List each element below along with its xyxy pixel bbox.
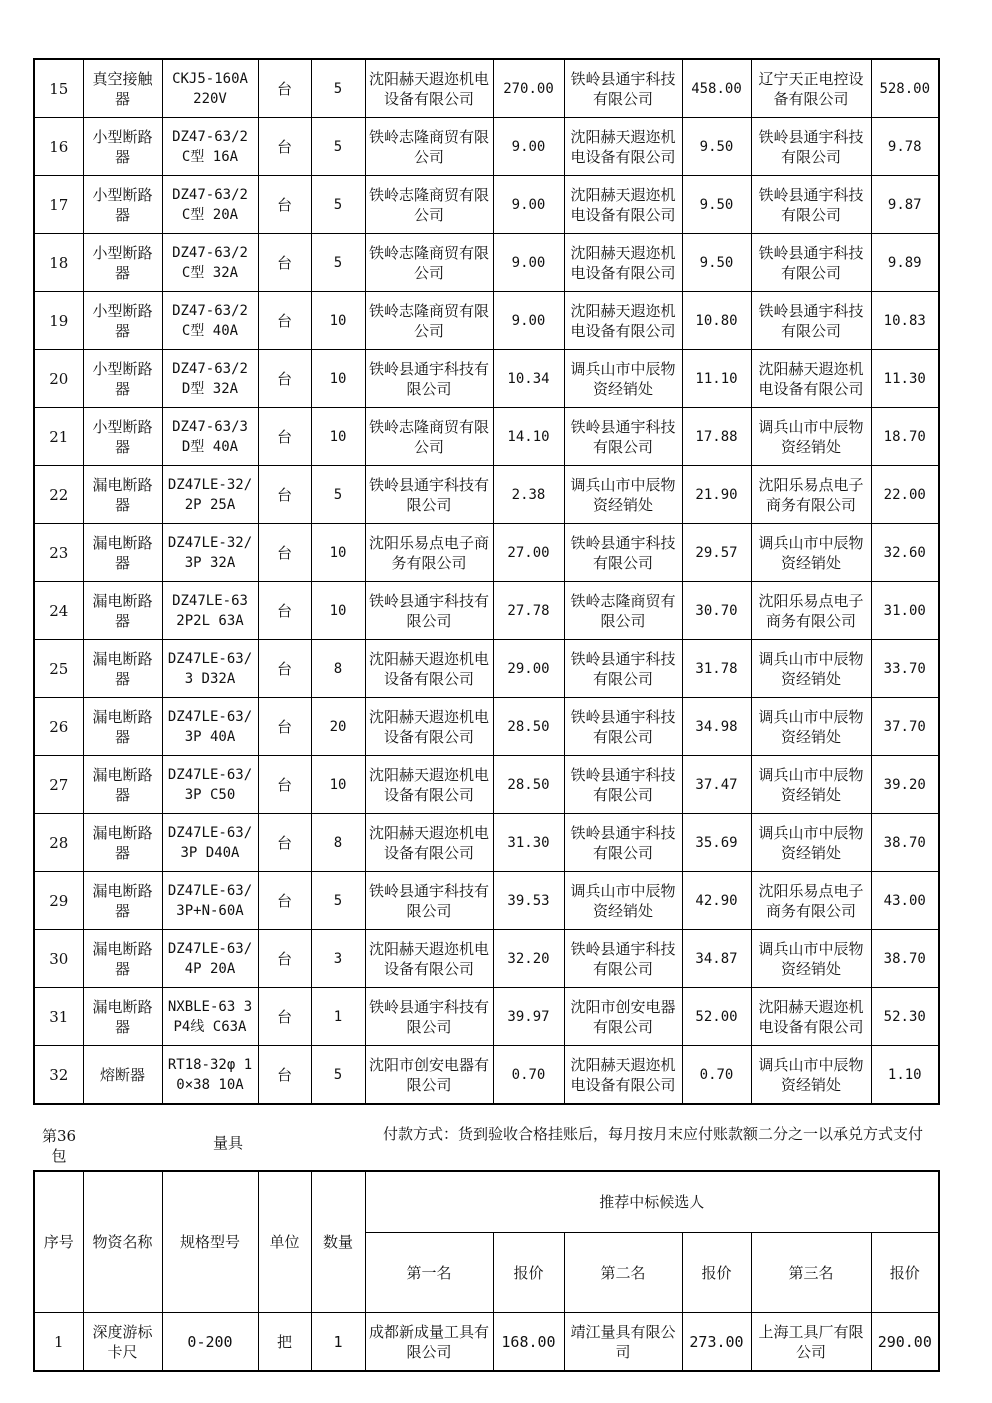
- item-qty: 5: [311, 466, 365, 524]
- third-price: 33.70: [871, 640, 939, 698]
- third-price: 9.87: [871, 176, 939, 234]
- table-body: [34, 1313, 939, 1372]
- table-row: [34, 1046, 939, 1105]
- third-price: 18.70: [871, 408, 939, 466]
- second-candidate: 铁岭县通宇科技有限公司: [564, 59, 682, 118]
- item-name: 漏电断路器: [83, 872, 162, 930]
- first-candidate: 铁岭县通宇科技有限公司: [365, 872, 493, 930]
- item-qty: 10: [311, 582, 365, 640]
- third-candidate: 调兵山市中辰物资经销处: [751, 756, 871, 814]
- first-candidate: 铁岭志隆商贸有限公司: [365, 234, 493, 292]
- item-qty: 3: [311, 930, 365, 988]
- third-candidate: 调兵山市中辰物资经销处: [751, 524, 871, 582]
- table-row: [34, 640, 939, 698]
- second-price: 0.70: [682, 1046, 751, 1105]
- item-name: 小型断路器: [83, 408, 162, 466]
- item-unit: 台: [258, 814, 311, 872]
- table-row: [34, 350, 939, 408]
- row-number: 26: [34, 698, 83, 756]
- table-row: [34, 756, 939, 814]
- second-price: 35.69: [682, 814, 751, 872]
- item-name: 小型断路器: [83, 234, 162, 292]
- third-candidate: 沈阳赫天遐迩机电设备有限公司: [751, 350, 871, 408]
- third-price: 43.00: [871, 872, 939, 930]
- item-name: 漏电断路器: [83, 988, 162, 1046]
- third-price: 32.60: [871, 524, 939, 582]
- first-price: 14.10: [493, 408, 564, 466]
- header-qty: 数量: [311, 1171, 365, 1313]
- first-candidate: 沈阳赫天遐迩机电设备有限公司: [365, 59, 493, 118]
- first-price: 28.50: [493, 756, 564, 814]
- table-row: [34, 930, 939, 988]
- item-spec: CKJ5-160A 220V: [162, 59, 258, 118]
- first-price: 39.53: [493, 872, 564, 930]
- item-name: 漏电断路器: [83, 466, 162, 524]
- header-no: 序号: [34, 1171, 83, 1313]
- item-unit: 台: [258, 988, 311, 1046]
- first-candidate: 沈阳赫天遐迩机电设备有限公司: [365, 640, 493, 698]
- second-price: 30.70: [682, 582, 751, 640]
- item-unit: 台: [258, 872, 311, 930]
- third-candidate: 上海工具厂有限公司: [751, 1313, 871, 1372]
- first-candidate: 沈阳赫天遐迩机电设备有限公司: [365, 814, 493, 872]
- row-number: 23: [34, 524, 83, 582]
- first-price: 9.00: [493, 292, 564, 350]
- item-qty: 5: [311, 872, 365, 930]
- header-name: 物资名称: [83, 1171, 162, 1313]
- row-number: 25: [34, 640, 83, 698]
- third-candidate: 调兵山市中辰物资经销处: [751, 408, 871, 466]
- item-unit: 台: [258, 756, 311, 814]
- third-price: 1.10: [871, 1046, 939, 1105]
- item-qty: 10: [311, 408, 365, 466]
- second-price: 10.80: [682, 292, 751, 350]
- third-price: 9.78: [871, 118, 939, 176]
- first-price: 10.34: [493, 350, 564, 408]
- item-unit: 台: [258, 1046, 311, 1105]
- third-candidate: 沈阳赫天遐迩机电设备有限公司: [751, 988, 871, 1046]
- third-price: 9.89: [871, 234, 939, 292]
- item-qty: 1: [311, 988, 365, 1046]
- item-spec: DZ47-63/2 C型 40A: [162, 292, 258, 350]
- third-candidate: 调兵山市中辰物资经销处: [751, 930, 871, 988]
- item-qty: 5: [311, 1046, 365, 1105]
- item-unit: 台: [258, 234, 311, 292]
- item-spec: DZ47-63/2 D型 32A: [162, 350, 258, 408]
- first-candidate: 铁岭志隆商贸有限公司: [365, 292, 493, 350]
- second-candidate: 铁岭县通宇科技有限公司: [564, 524, 682, 582]
- second-candidate: 铁岭县通宇科技有限公司: [564, 756, 682, 814]
- row-number: 31: [34, 988, 83, 1046]
- second-candidate: 沈阳赫天遐迩机电设备有限公司: [564, 292, 682, 350]
- table-row: [34, 814, 939, 872]
- second-candidate: 调兵山市中辰物资经销处: [564, 872, 682, 930]
- table-row: [34, 872, 939, 930]
- third-candidate: 沈阳乐易点电子商务有限公司: [751, 872, 871, 930]
- third-price: 290.00: [871, 1313, 939, 1372]
- item-spec: RT18-32φ 10×38 10A: [162, 1046, 258, 1105]
- header-second: 第二名: [564, 1233, 682, 1313]
- third-candidate: 铁岭县通宇科技有限公司: [751, 234, 871, 292]
- second-candidate: 铁岭县通宇科技有限公司: [564, 640, 682, 698]
- second-price: 52.00: [682, 988, 751, 1046]
- package-number: 第36包: [41, 1127, 77, 1165]
- item-qty: 8: [311, 814, 365, 872]
- first-price: 29.00: [493, 640, 564, 698]
- second-candidate: 铁岭县通宇科技有限公司: [564, 814, 682, 872]
- second-candidate: 沈阳赫天遐迩机电设备有限公司: [564, 118, 682, 176]
- bid-results-table-continued: [33, 58, 940, 1105]
- third-candidate: 铁岭县通宇科技有限公司: [751, 118, 871, 176]
- item-qty: 10: [311, 756, 365, 814]
- first-candidate: 沈阳赫天遐迩机电设备有限公司: [365, 930, 493, 988]
- second-price: 34.87: [682, 930, 751, 988]
- row-number: 15: [34, 59, 83, 118]
- table-row: [34, 234, 939, 292]
- third-candidate: 铁岭县通宇科技有限公司: [751, 292, 871, 350]
- table-row: [34, 698, 939, 756]
- first-price: 9.00: [493, 118, 564, 176]
- first-candidate: 铁岭志隆商贸有限公司: [365, 408, 493, 466]
- second-candidate: 铁岭县通宇科技有限公司: [564, 930, 682, 988]
- item-spec: DZ47-63/2 C型 20A: [162, 176, 258, 234]
- item-name: 熔断器: [83, 1046, 162, 1105]
- item-name: 漏电断路器: [83, 640, 162, 698]
- first-price: 27.78: [493, 582, 564, 640]
- header-row-1: [34, 1171, 939, 1233]
- third-price: 31.00: [871, 582, 939, 640]
- third-candidate: 铁岭县通宇科技有限公司: [751, 176, 871, 234]
- third-price: 528.00: [871, 59, 939, 118]
- second-price: 273.00: [682, 1313, 751, 1372]
- third-price: 37.70: [871, 698, 939, 756]
- first-price: 2.38: [493, 466, 564, 524]
- item-unit: 台: [258, 292, 311, 350]
- second-candidate: 铁岭志隆商贸有限公司: [564, 582, 682, 640]
- header-unit: 单位: [258, 1171, 311, 1313]
- table-row: [34, 524, 939, 582]
- item-unit: 台: [258, 408, 311, 466]
- first-price: 31.30: [493, 814, 564, 872]
- third-price: 39.20: [871, 756, 939, 814]
- item-qty: 10: [311, 524, 365, 582]
- package-header: [33, 1122, 938, 1168]
- first-price: 28.50: [493, 698, 564, 756]
- header-third: 第三名: [751, 1233, 871, 1313]
- third-price: 52.30: [871, 988, 939, 1046]
- second-price: 11.10: [682, 350, 751, 408]
- third-price: 10.83: [871, 292, 939, 350]
- third-price: 38.70: [871, 930, 939, 988]
- second-candidate: 沈阳赫天遐迩机电设备有限公司: [564, 234, 682, 292]
- header-candidates: 推荐中标候选人: [365, 1171, 939, 1233]
- first-candidate: 沈阳市创安电器有限公司: [365, 1046, 493, 1105]
- row-number: 28: [34, 814, 83, 872]
- third-candidate: 调兵山市中辰物资经销处: [751, 814, 871, 872]
- first-candidate: 沈阳乐易点电子商务有限公司: [365, 524, 493, 582]
- item-name: 小型断路器: [83, 118, 162, 176]
- item-spec: DZ47LE-63/3P+N-60A: [162, 872, 258, 930]
- second-price: 9.50: [682, 234, 751, 292]
- item-name: 漏电断路器: [83, 756, 162, 814]
- row-number: 32: [34, 1046, 83, 1105]
- item-spec: NXBLE-63 3P4线 C63A: [162, 988, 258, 1046]
- second-price: 34.98: [682, 698, 751, 756]
- row-number: 17: [34, 176, 83, 234]
- first-candidate: 铁岭县通宇科技有限公司: [365, 988, 493, 1046]
- table-row: [34, 292, 939, 350]
- first-candidate: 铁岭志隆商贸有限公司: [365, 176, 493, 234]
- item-spec: DZ47LE-32/3P 32A: [162, 524, 258, 582]
- item-spec: DZ47LE-32/2P 25A: [162, 466, 258, 524]
- third-candidate: 辽宁天正电控设备有限公司: [751, 59, 871, 118]
- second-candidate: 调兵山市中辰物资经销处: [564, 466, 682, 524]
- item-qty: 10: [311, 350, 365, 408]
- second-price: 9.50: [682, 118, 751, 176]
- payment-terms: 付款方式：货到验收合格挂账后，每月按月末应付账款额二分之一以承兑方式支付: [382, 1125, 923, 1143]
- item-name: 漏电断路器: [83, 524, 162, 582]
- second-candidate: 铁岭县通宇科技有限公司: [564, 408, 682, 466]
- item-spec: DZ47LE-63/3P 40A: [162, 698, 258, 756]
- item-name: 漏电断路器: [83, 814, 162, 872]
- first-price: 9.00: [493, 234, 564, 292]
- item-name: 真空接触器: [83, 59, 162, 118]
- item-spec: DZ47LE-63 2P2L 63A: [162, 582, 258, 640]
- third-candidate: 沈阳乐易点电子商务有限公司: [751, 466, 871, 524]
- item-spec: DZ47LE-63/4P 20A: [162, 930, 258, 988]
- first-candidate: 沈阳赫天遐迩机电设备有限公司: [365, 756, 493, 814]
- third-candidate: 沈阳乐易点电子商务有限公司: [751, 582, 871, 640]
- item-name: 深度游标卡尺: [83, 1313, 162, 1372]
- third-candidate: 调兵山市中辰物资经销处: [751, 1046, 871, 1105]
- first-price: 27.00: [493, 524, 564, 582]
- item-unit: 台: [258, 350, 311, 408]
- item-name: 小型断路器: [83, 292, 162, 350]
- item-qty: 10: [311, 292, 365, 350]
- third-price: 22.00: [871, 466, 939, 524]
- row-number: 22: [34, 466, 83, 524]
- item-unit: 台: [258, 59, 311, 118]
- item-qty: 5: [311, 234, 365, 292]
- item-name: 漏电断路器: [83, 698, 162, 756]
- item-spec: DZ47LE-63/3P D40A: [162, 814, 258, 872]
- table-row: [34, 408, 939, 466]
- item-qty: 5: [311, 59, 365, 118]
- row-number: 18: [34, 234, 83, 292]
- item-name: 小型断路器: [83, 176, 162, 234]
- item-name: 漏电断路器: [83, 582, 162, 640]
- third-price: 11.30: [871, 350, 939, 408]
- item-unit: 台: [258, 582, 311, 640]
- item-spec: DZ47LE-63/3P C50: [162, 756, 258, 814]
- second-price: 31.78: [682, 640, 751, 698]
- second-price: 21.90: [682, 466, 751, 524]
- header-spec: 规格型号: [162, 1171, 258, 1313]
- item-spec: 0-200: [162, 1313, 258, 1372]
- item-unit: 台: [258, 176, 311, 234]
- third-candidate: 调兵山市中辰物资经销处: [751, 640, 871, 698]
- second-candidate: 沈阳赫天遐迩机电设备有限公司: [564, 1046, 682, 1105]
- row-number: 20: [34, 350, 83, 408]
- row-number: 19: [34, 292, 83, 350]
- package-36-table: [33, 1170, 940, 1372]
- table-row: [34, 466, 939, 524]
- table-row: [34, 582, 939, 640]
- first-price: 270.00: [493, 59, 564, 118]
- second-price: 9.50: [682, 176, 751, 234]
- item-unit: 台: [258, 118, 311, 176]
- second-price: 42.90: [682, 872, 751, 930]
- second-price: 29.57: [682, 524, 751, 582]
- first-price: 39.97: [493, 988, 564, 1046]
- table-row: [34, 176, 939, 234]
- header-first: 第一名: [365, 1233, 493, 1313]
- item-unit: 台: [258, 524, 311, 582]
- item-qty: 1: [311, 1313, 365, 1372]
- package-name: 量具: [213, 1134, 244, 1152]
- row-number: 21: [34, 408, 83, 466]
- item-qty: 5: [311, 176, 365, 234]
- item-qty: 8: [311, 640, 365, 698]
- table-row: [34, 1313, 939, 1372]
- second-price: 458.00: [682, 59, 751, 118]
- first-price: 168.00: [493, 1313, 564, 1372]
- second-price: 17.88: [682, 408, 751, 466]
- second-candidate: 沈阳市创安电器有限公司: [564, 988, 682, 1046]
- row-number: 1: [34, 1313, 83, 1372]
- item-spec: DZ47LE-63/3 D32A: [162, 640, 258, 698]
- third-price: 38.70: [871, 814, 939, 872]
- table-body: [34, 59, 939, 1104]
- header-price1: 报价: [493, 1233, 564, 1313]
- first-candidate: 铁岭县通宇科技有限公司: [365, 350, 493, 408]
- row-number: 29: [34, 872, 83, 930]
- item-qty: 5: [311, 118, 365, 176]
- second-candidate: 调兵山市中辰物资经销处: [564, 350, 682, 408]
- second-candidate: 铁岭县通宇科技有限公司: [564, 698, 682, 756]
- item-name: 漏电断路器: [83, 930, 162, 988]
- item-unit: 台: [258, 698, 311, 756]
- item-unit: 台: [258, 930, 311, 988]
- table-row: [34, 59, 939, 118]
- first-candidate: 沈阳赫天遐迩机电设备有限公司: [365, 698, 493, 756]
- first-price: 0.70: [493, 1046, 564, 1105]
- first-candidate: 成都新成量工具有限公司: [365, 1313, 493, 1372]
- header-price3: 报价: [871, 1233, 939, 1313]
- item-spec: DZ47-63/3 D型 40A: [162, 408, 258, 466]
- header-price2: 报价: [682, 1233, 751, 1313]
- item-name: 小型断路器: [83, 350, 162, 408]
- item-spec: DZ47-63/2 C型 32A: [162, 234, 258, 292]
- table-row: [34, 118, 939, 176]
- third-candidate: 调兵山市中辰物资经销处: [751, 698, 871, 756]
- first-candidate: 铁岭志隆商贸有限公司: [365, 118, 493, 176]
- row-number: 27: [34, 756, 83, 814]
- row-number: 16: [34, 118, 83, 176]
- item-spec: DZ47-63/2 C型 16A: [162, 118, 258, 176]
- item-qty: 20: [311, 698, 365, 756]
- second-price: 37.47: [682, 756, 751, 814]
- second-candidate: 沈阳赫天遐迩机电设备有限公司: [564, 176, 682, 234]
- row-number: 30: [34, 930, 83, 988]
- second-candidate: 靖江量具有限公司: [564, 1313, 682, 1372]
- item-unit: 台: [258, 640, 311, 698]
- item-unit: 把: [258, 1313, 311, 1372]
- item-unit: 台: [258, 466, 311, 524]
- first-candidate: 铁岭县通宇科技有限公司: [365, 466, 493, 524]
- first-candidate: 铁岭县通宇科技有限公司: [365, 582, 493, 640]
- table-row: [34, 988, 939, 1046]
- first-price: 9.00: [493, 176, 564, 234]
- first-price: 32.20: [493, 930, 564, 988]
- row-number: 24: [34, 582, 83, 640]
